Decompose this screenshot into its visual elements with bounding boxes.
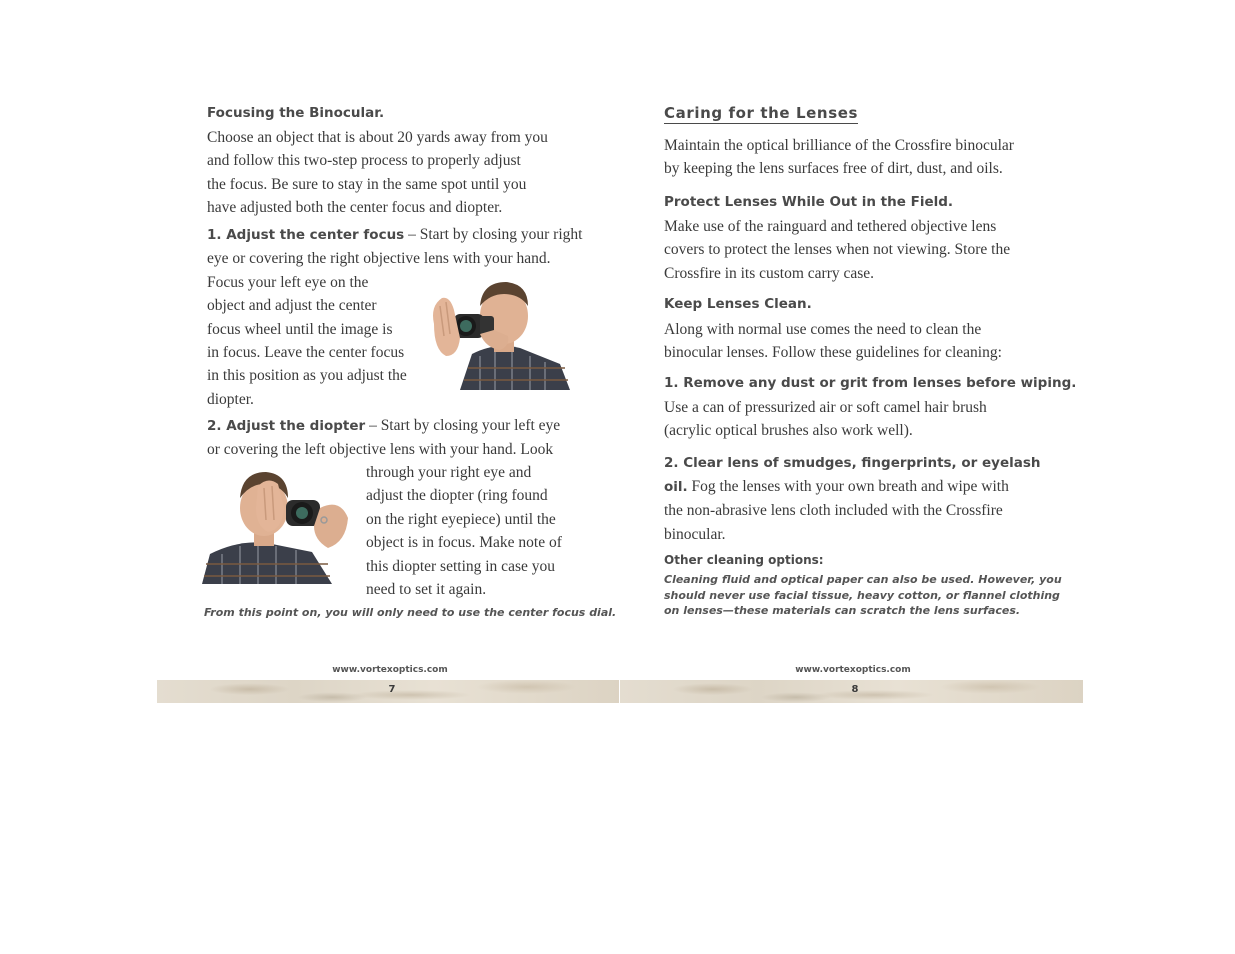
other-options-heading: Other cleaning options: — [664, 553, 824, 567]
step1-label: 1. Adjust the center focus — [207, 227, 405, 243]
focusing-heading: Focusing the Binocular. — [207, 105, 385, 121]
step2-line: need to set it again. — [366, 581, 487, 599]
other-options-line: Cleaning fluid and optical paper can also be used. However, you — [664, 573, 1062, 586]
protect-line: covers to protect the lenses when not viewing. Store the — [664, 241, 1011, 259]
intro-line: Maintain the optical brilliance of the Crossfire binocular — [664, 137, 1014, 154]
keep-clean-heading: Keep Lenses Clean. — [664, 296, 812, 312]
step2-label: 2. Adjust the diopter — [207, 418, 366, 434]
diopter-photo — [202, 468, 352, 584]
step2-line: through your right eye and — [366, 464, 532, 481]
protect-line: Make use of the rainguard and tethered objective lens — [664, 218, 997, 235]
clear-lens-heading: 2. Clear lens of smudges, fingerprints, or eyelash — [664, 455, 1041, 471]
remove-dust-line: (acrylic optical brushes also work well). — [664, 422, 913, 440]
remove-dust-line: Use a can of pressurized air or soft camel hair brush — [664, 399, 987, 416]
caring-intro — [664, 134, 1014, 181]
other-options-line: should never use facial tissue, heavy cotton, or flannel clothing — [664, 588, 1060, 602]
other-options-line: on lenses—these materials can scratch the lens surfaces. — [664, 604, 1021, 617]
caring-title: Caring for the Lenses — [664, 104, 859, 122]
clear-lens-paragraph — [664, 475, 1009, 546]
intro-line: have adjusted both the center focus and diopter. — [207, 199, 503, 217]
step1-line: object and adjust the center — [207, 297, 377, 315]
intro-line: by keeping the lens surfaces free of dirt, dust, and oils. — [664, 160, 1003, 178]
other-options-note — [664, 572, 1062, 619]
protect-line: Crossfire in its custom carry case. — [664, 264, 875, 282]
intro-line: Choose an object that is about 20 yards away from you — [207, 129, 548, 146]
focusing-intro — [207, 126, 548, 220]
step1-line1: – Start by closing your right — [404, 226, 583, 243]
step2-line: adjust the diopter (ring found — [366, 487, 548, 505]
step1-line: focus wheel until the image is — [207, 320, 393, 338]
clear-lens-line: the non-abrasive lens cloth included with the Crossfire — [664, 502, 1003, 520]
clear-lens-line: Fog the lenses with your own breath and wipe with — [687, 478, 1009, 495]
step1-line: in this position as you adjust the — [207, 367, 407, 385]
step2-line: on the right eyepiece) until the — [366, 510, 556, 528]
clear-lens-line: binocular. — [664, 525, 726, 543]
intro-line: the focus. Be sure to stay in the same spot until you — [207, 175, 527, 193]
intro-line: and follow this two-step process to properly adjust — [207, 152, 521, 170]
footer-band-right — [620, 680, 1083, 703]
step1-line: in focus. Leave the center focus — [207, 344, 405, 362]
step2-intro — [207, 414, 560, 462]
step2-line: or covering the left objective lens with your hand. Look — [207, 441, 554, 459]
footer-url-left[interactable]: www.vortexoptics.com — [332, 665, 448, 675]
step2-line1: – Start by closing your left eye — [365, 417, 561, 434]
footer-band-left — [157, 680, 619, 703]
keep-clean-line: binocular lenses. Follow these guidelines for cleaning: — [664, 344, 1002, 362]
center-focus-note: From this point on, you will only need to use the center focus dial. — [204, 606, 617, 619]
page-number-left: 7 — [388, 684, 396, 695]
protect-paragraph — [664, 215, 1010, 285]
remove-dust-paragraph — [664, 396, 987, 443]
keep-clean-paragraph — [664, 318, 1002, 365]
step2-line: object is in focus. Make note of — [366, 534, 562, 552]
step1-line: diopter. — [207, 390, 254, 408]
step1-line: Focus your left eye on the — [207, 273, 369, 291]
footer-url-right[interactable]: www.vortexoptics.com — [795, 665, 911, 675]
step1-line: eye or covering the right objective lens with your hand. — [207, 250, 551, 268]
page-number-right: 8 — [851, 684, 859, 695]
protect-heading: Protect Lenses While Out in the Field. — [664, 194, 954, 210]
keep-clean-line: Along with normal use comes the need to clean the — [664, 321, 982, 338]
remove-dust-heading: 1. Remove any dust or grit from lenses before wiping. — [664, 375, 1077, 391]
clear-lens-heading-end: oil. — [664, 479, 688, 495]
step2-line: this diopter setting in case you — [366, 557, 555, 575]
center-focus-photo — [420, 276, 570, 390]
step2-wrapped — [366, 461, 562, 601]
